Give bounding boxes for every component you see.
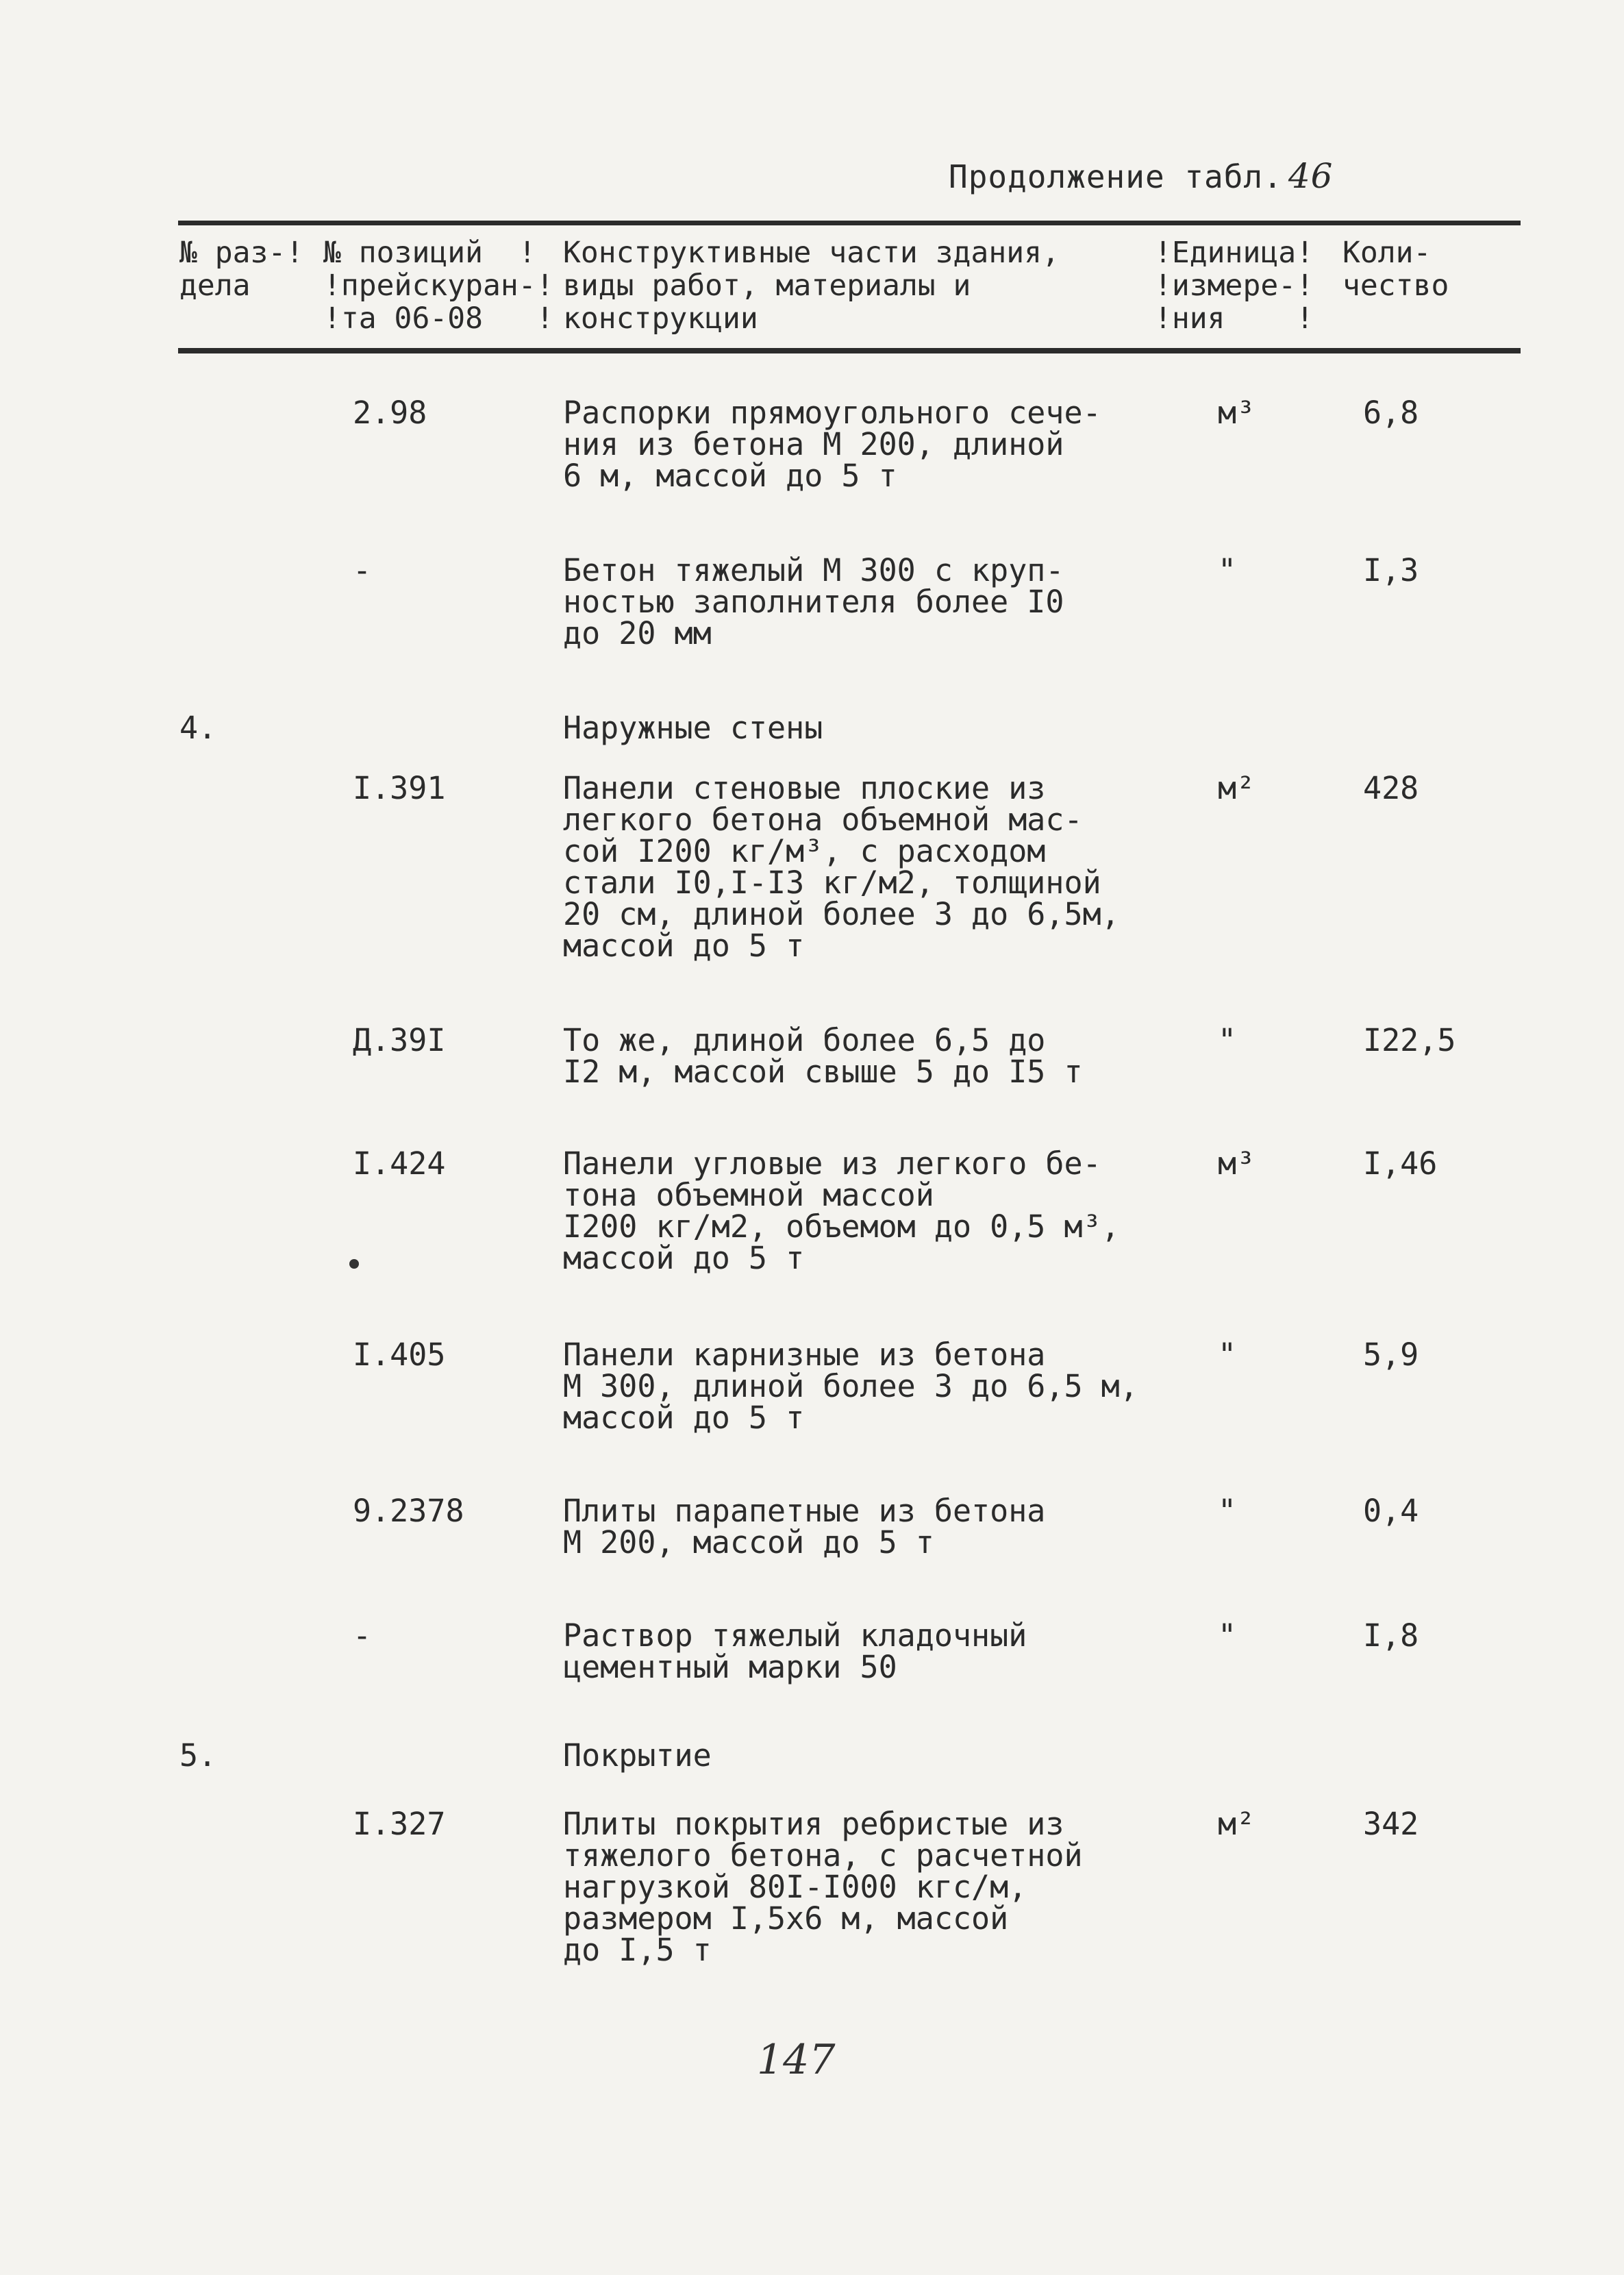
row-quantity: 342 xyxy=(1363,1806,1419,1842)
row-quantity: 0,4 xyxy=(1363,1493,1419,1529)
row-description: Плиты покрытия ребристые из тяжелого бетона, с расчетной нагрузкой 80I-I000 кгс/м, размером I,5x6 м, массой до I,5 т xyxy=(563,1806,1083,1968)
row-quantity: I22,5 xyxy=(1363,1022,1456,1058)
row-position: I.424 xyxy=(353,1145,446,1182)
row-section-number: 5. xyxy=(179,1737,217,1774)
row-quantity: 428 xyxy=(1363,770,1419,806)
row-unit: м² xyxy=(1218,1806,1256,1842)
row-quantity: I,3 xyxy=(1363,552,1419,588)
row-quantity: 6,8 xyxy=(1363,395,1419,431)
row-description: Панели карнизные из бетона М 300, длиной более 3 до 6,5 м, массой до 5 т xyxy=(563,1337,1138,1436)
row-section-number: 4. xyxy=(179,710,217,746)
header-description-column: Конструктивные части здания, виды работ, материалы и конструкции xyxy=(563,236,1060,336)
row-unit: " xyxy=(1218,1617,1237,1654)
row-position: Д.39I xyxy=(353,1022,446,1058)
header-position-column: № позиций ! !прейскуран-! !та 06-08 ! xyxy=(323,236,554,336)
row-description: Плиты парапетные из бетона М 200, массой до 5 т xyxy=(563,1493,1046,1561)
row-unit: м² xyxy=(1218,770,1256,806)
row-description: То же, длиной более 6,5 до I2 м, массой свыше 5 до I5 т xyxy=(563,1022,1083,1090)
table-top-rule xyxy=(178,221,1521,225)
row-description: Панели угловые из легкого бе- тона объемной массой I200 кг/м2, объемом до 0,5 м³, массой до 5 т xyxy=(563,1145,1120,1276)
table-number: 46 xyxy=(1288,156,1334,196)
row-quantity: I,46 xyxy=(1363,1145,1438,1182)
row-unit: " xyxy=(1218,1493,1237,1529)
row-unit: м³ xyxy=(1218,395,1256,431)
row-description: Распорки прямоугольного сече- ния из бетона М 200, длиной 6 м, массой до 5 т xyxy=(563,395,1101,494)
section-title: Наружные стены xyxy=(563,710,823,746)
section-title: Покрытие xyxy=(563,1737,712,1774)
row-unit: " xyxy=(1218,1022,1237,1058)
row-unit: " xyxy=(1218,552,1237,588)
continuation-label: Продолжение табл. xyxy=(949,158,1283,195)
row-position: I.327 xyxy=(353,1806,446,1842)
row-position: - xyxy=(353,552,372,588)
table-header-rule xyxy=(178,348,1521,353)
header-unit-column: !Единица! !измере-! !ния ! xyxy=(1154,236,1314,336)
row-unit: " xyxy=(1218,1337,1237,1373)
row-position: 9.2378 xyxy=(353,1493,464,1529)
ink-speck xyxy=(349,1259,359,1269)
row-quantity: 5,9 xyxy=(1363,1337,1419,1373)
row-description: Раствор тяжелый кладочный цементный марки 50 xyxy=(563,1617,1027,1685)
header-quantity-column: Коли- чество xyxy=(1342,236,1449,303)
page-number: 147 xyxy=(757,2036,836,2084)
row-unit: м³ xyxy=(1218,1145,1256,1182)
row-description: Бетон тяжелый М 300 с круп- ностью заполнителя более I0 до 20 мм xyxy=(563,552,1064,651)
header-section-column: № раз-! дела xyxy=(179,236,304,303)
row-position: I.405 xyxy=(353,1337,446,1373)
row-position: I.391 xyxy=(353,770,446,806)
row-position: 2.98 xyxy=(353,395,427,431)
continuation-header xyxy=(949,156,1333,196)
row-description: Панели стеновые плоские из легкого бетона объемной мас- сой I200 кг/м³, с расходом стали I0,I-I3 кг/м2, толщиной 20 см, длиной более 3 до 6,5м, массой до 5 т xyxy=(563,770,1120,964)
row-position: - xyxy=(353,1617,372,1654)
row-quantity: I,8 xyxy=(1363,1617,1419,1654)
